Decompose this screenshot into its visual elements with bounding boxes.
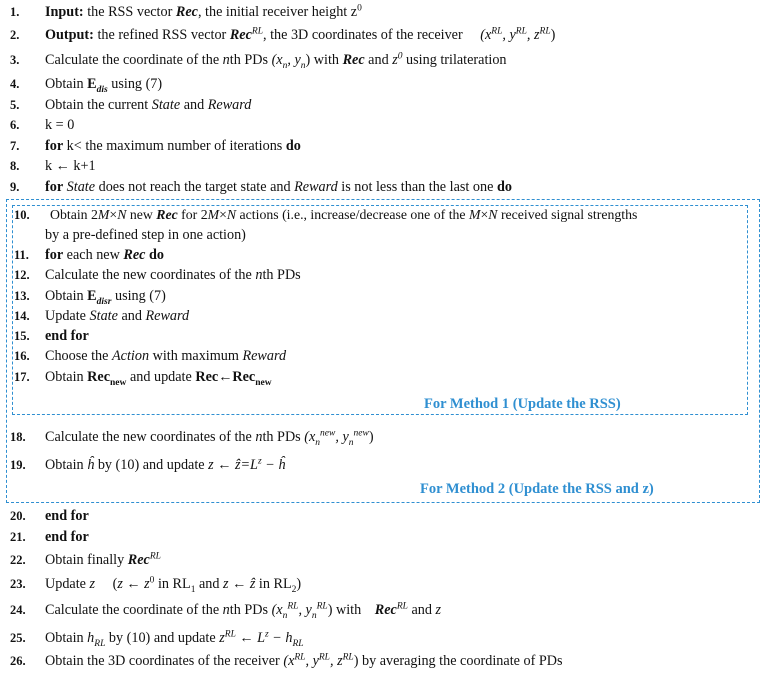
algo-text-fragment: n (282, 610, 288, 621)
algo-text-fragment: new (255, 377, 272, 388)
algo-text-fragment: RL (342, 652, 354, 663)
algo-text-fragment: Output: (45, 27, 94, 43)
algo-text-fragment: n (311, 610, 317, 621)
algo-text-fragment: n (300, 60, 306, 71)
algo-text-fragment: n (255, 267, 263, 283)
method1-label: For Method 1 (Update the RSS) (424, 396, 621, 412)
algo-text-fragment: RL (94, 638, 106, 649)
algo-text-fragment: Calculate the new coordinates of the (45, 267, 256, 283)
algo-text-fragment: − h (268, 630, 293, 646)
algo-text-fragment: 17. (14, 370, 30, 384)
algo-text-fragment: do (145, 247, 164, 263)
algo-text-fragment: end for (45, 508, 89, 524)
algo-text-fragment: with maximum (149, 348, 243, 364)
algo-text-fragment: Obtain (45, 288, 88, 304)
algo-text-fragment: M (97, 207, 110, 222)
algo-text-fragment: ĥ (87, 457, 95, 473)
algo-text-fragment: the refined RSS vector (93, 27, 230, 43)
algo-text-fragment: for (45, 179, 64, 195)
algo-text-fragment: ) (353, 653, 359, 669)
algo-text-fragment: RL (149, 551, 161, 562)
algo-text-fragment: RL (491, 26, 503, 37)
method2-label: For Method 2 (Update the RSS and z) (420, 481, 654, 497)
algo-text-fragment: and update (126, 369, 196, 385)
algo-text-fragment: (x (271, 52, 283, 68)
algo-text-fragment: RL (539, 26, 551, 37)
algo-text-fragment: actions (i.e., increase/decrease one of the (236, 207, 470, 222)
algo-text-fragment: Obtain the current (45, 97, 152, 113)
algo-text-fragment: Rec (374, 602, 397, 618)
algo-text-fragment: in RL (255, 576, 292, 592)
algo-text-fragment: ( (112, 576, 118, 592)
algo-text-fragment: is not less than the last one (337, 179, 497, 195)
algo-text-fragment: using trilateration (402, 52, 507, 68)
algo-text-fragment: , the 3D coordinates of the receiver (262, 27, 463, 43)
algo-text-fragment: each new (63, 247, 124, 263)
algo-text-fragment: Reward (207, 97, 252, 113)
algo-text-fragment: end for (45, 328, 89, 344)
algo-text-fragment: z ← ẑ (223, 576, 256, 592)
algo-text-fragment: n (315, 437, 321, 448)
algo-text-fragment: 9. (10, 180, 20, 194)
algo-text-fragment: 1. (10, 5, 20, 19)
algo-text-fragment: 0 (149, 575, 155, 586)
algo-text-fragment: RL (515, 26, 527, 37)
algo-text-fragment: Obtain the 3D coordinates of the receiver (45, 653, 284, 669)
algo-text-fragment: z ← z (117, 576, 150, 592)
algo-text-fragment: State (89, 308, 118, 324)
algo-text-fragment: Rec (123, 247, 146, 263)
algo-text-fragment: Reward (294, 179, 338, 195)
algo-text-fragment: z (435, 602, 442, 618)
algo-text-fragment: Rec (195, 369, 219, 385)
algo-text-fragment: , y (298, 602, 312, 618)
algo-text-fragment: by a pre-defined step in one action) (45, 227, 246, 243)
algo-text-fragment: , the initial receiver height z (197, 4, 358, 20)
algo-text-fragment: 2 (291, 584, 297, 595)
algo-text-fragment: 15. (14, 329, 30, 343)
algo-text-fragment: N (117, 207, 127, 222)
algo-text-fragment: RL (396, 601, 408, 612)
algo-text-fragment: 18. (10, 430, 26, 444)
algo-text-fragment: z (392, 52, 398, 68)
algo-text-fragment: and (117, 308, 146, 324)
algo-text-fragment: ← L (235, 630, 266, 646)
algo-text-fragment: k< the maximum number of iterations (63, 138, 286, 154)
algo-text-fragment: 14. (14, 309, 30, 323)
algo-text-fragment: Input: (45, 4, 84, 20)
algo-text-fragment: ) (305, 52, 311, 68)
algo-text-fragment: 11. (14, 248, 29, 262)
algo-text-fragment: using (7) (111, 288, 166, 304)
algo-text-fragment: 1 (190, 584, 196, 595)
algo-text-fragment: , y (305, 653, 319, 669)
algo-text-fragment: in RL (154, 576, 191, 592)
algo-text-fragment: end for (45, 529, 89, 545)
algo-text-fragment: × (480, 207, 489, 222)
algo-text-fragment: RL (316, 601, 328, 612)
algo-text-fragment: disr (96, 296, 112, 307)
algo-text-fragment: Rec (232, 369, 256, 385)
algo-text-fragment: 12. (14, 268, 30, 282)
algo-text-fragment: k ← k+1 (45, 158, 96, 174)
algo-text-fragment: M (207, 207, 220, 222)
algo-text-fragment: th PDs (262, 429, 305, 445)
algo-text-fragment: 19. (10, 458, 26, 472)
algo-text-fragment: Calculate the coordinate of the (45, 602, 223, 618)
algo-text-fragment: h (87, 630, 95, 646)
algo-text-fragment: Rec (127, 552, 150, 568)
algo-text-fragment: n (222, 602, 230, 618)
algo-text-fragment: z (89, 576, 96, 592)
algo-text-fragment: z (257, 456, 262, 467)
algo-text-fragment: 16. (14, 349, 30, 363)
algo-text-fragment: does not reach the target state and (95, 179, 295, 195)
algo-text-fragment: 10. (14, 208, 30, 222)
algo-text-fragment: 23. (10, 577, 26, 591)
algo-text-fragment: with (332, 602, 365, 618)
algo-text-fragment: RL (287, 601, 299, 612)
algo-text-fragment: RL (294, 652, 306, 663)
algo-text-fragment: E (87, 76, 97, 92)
algo-text-fragment: 4. (10, 77, 20, 91)
algo-text-fragment: RL (251, 26, 263, 37)
algo-text-fragment: Reward (242, 348, 287, 364)
algo-text-fragment: Rec (229, 27, 252, 43)
algo-text-fragment: for 2 (177, 207, 208, 222)
algo-text-fragment: 20. (10, 509, 26, 523)
algo-text-fragment: RL (292, 638, 304, 649)
algo-text-fragment: received signal strengths (497, 207, 638, 222)
algo-text-fragment: z (265, 629, 269, 640)
algo-text-fragment: with (310, 52, 343, 68)
algo-text-fragment: n (222, 52, 230, 68)
algo-text-fragment: Obtain (45, 630, 88, 646)
algo-text-fragment: Rec (87, 369, 111, 385)
algo-text-fragment: new (353, 428, 369, 439)
algo-text-fragment: Choose the (45, 348, 112, 364)
algo-text-fragment: new (110, 377, 127, 388)
algo-text-fragment: 6. (10, 118, 20, 132)
algo-text-fragment: N (488, 207, 498, 222)
algo-text-fragment: and (180, 97, 208, 113)
algo-text-fragment: Obtain finally (45, 552, 128, 568)
algo-text-fragment: and (195, 576, 224, 592)
algo-text-fragment: ) (327, 602, 333, 618)
algo-text-fragment: ) (296, 576, 302, 592)
algo-text-fragment: 2. (10, 28, 20, 42)
algo-text-fragment: ← (218, 369, 233, 385)
algo-text-fragment: n (282, 60, 288, 71)
algo-text-fragment: Obtain (45, 457, 88, 473)
algo-text-fragment: RL (224, 629, 236, 640)
algo-text-fragment: th PDs (229, 52, 272, 68)
algo-text-fragment: n (255, 429, 263, 445)
algo-text-fragment: 25. (10, 631, 26, 645)
algo-text-fragment: , y (335, 429, 349, 445)
algo-text-fragment: for (45, 138, 64, 154)
algo-text-fragment: (x (480, 27, 492, 43)
algo-text-fragment: , y (287, 52, 301, 68)
algo-text-fragment: State (151, 97, 181, 113)
algo-text-fragment: do (496, 179, 512, 195)
algo-text-fragment: N (226, 207, 237, 222)
algo-text-fragment: × (219, 207, 227, 222)
algo-text-fragment: (x (283, 653, 295, 669)
algo-text-fragment: RL (318, 652, 330, 663)
algo-text-fragment: ) (368, 429, 374, 445)
algo-text-fragment: new (320, 428, 336, 439)
algo-text-fragment: new (126, 207, 157, 222)
algo-text-fragment: M (469, 207, 481, 222)
algo-text-fragment: Rec (342, 52, 365, 68)
algo-text-fragment: Action (112, 348, 150, 364)
algo-text-fragment: × (109, 207, 118, 222)
algo-text-fragment: 8. (10, 159, 20, 173)
algo-text-fragment: 0 (397, 51, 403, 62)
algo-text-fragment: and (407, 602, 436, 618)
algo-text-fragment: E (87, 288, 97, 304)
algo-text-fragment: Rec (175, 4, 198, 20)
algo-text-fragment: z ← ẑ=L (208, 457, 258, 473)
algo-text-fragment: dis (96, 84, 108, 95)
algo-text-fragment: n (348, 437, 354, 448)
algo-text-fragment: 7. (10, 139, 20, 153)
algo-text-fragment: Update (45, 308, 90, 324)
algo-text-fragment: 0 (357, 3, 362, 14)
algo-text-fragment: by (10) and update (105, 630, 220, 646)
algo-text-fragment: Obtain (45, 76, 88, 92)
algo-text-fragment: 22. (10, 553, 26, 567)
algo-text-fragment: State (63, 179, 96, 195)
algo-text-fragment: Rec (156, 207, 178, 222)
algo-text-fragment: 21. (10, 530, 26, 544)
algo-text-fragment: th PDs (229, 602, 272, 618)
algo-text-fragment: , z (526, 27, 540, 43)
algo-text-fragment: z (219, 630, 225, 646)
algo-text-fragment: 26. (10, 654, 26, 668)
algo-text-fragment: 13. (14, 289, 30, 303)
algo-text-fragment: do (285, 138, 301, 154)
algo-text-fragment: th PDs (262, 267, 301, 283)
algo-text-fragment: (x (271, 602, 283, 618)
algo-text-fragment: by averaging the coordinate of PDs (358, 653, 563, 669)
algo-text-fragment: , z (329, 653, 343, 669)
algo-text-fragment: Calculate the new coordinates of the (45, 429, 256, 445)
algo-text-fragment: ) (550, 27, 556, 43)
algo-text-fragment: − ĥ (261, 457, 286, 473)
algo-text-fragment: for (45, 247, 64, 263)
algo-text-fragment: (x (304, 429, 316, 445)
algo-text-fragment: Reward (145, 308, 190, 324)
algo-text-fragment: Obtain (45, 369, 88, 385)
algo-text-fragment: k = 0 (45, 117, 75, 133)
algo-text-fragment: the RSS vector (83, 4, 176, 20)
algo-text-fragment: using (7) (107, 76, 163, 92)
algo-text-fragment: , y (502, 27, 516, 43)
algo-text-fragment: by (10) and update (94, 457, 209, 473)
algo-text-fragment: 5. (10, 98, 20, 112)
algo-text-fragment: and (364, 52, 393, 68)
algo-text-fragment: Calculate the coordinate of the (45, 52, 223, 68)
algo-text-fragment: Obtain 2 (50, 207, 98, 222)
algo-text-fragment: 24. (10, 603, 26, 617)
algo-text-fragment: 3. (10, 53, 20, 67)
algo-text-fragment: Update (45, 576, 90, 592)
